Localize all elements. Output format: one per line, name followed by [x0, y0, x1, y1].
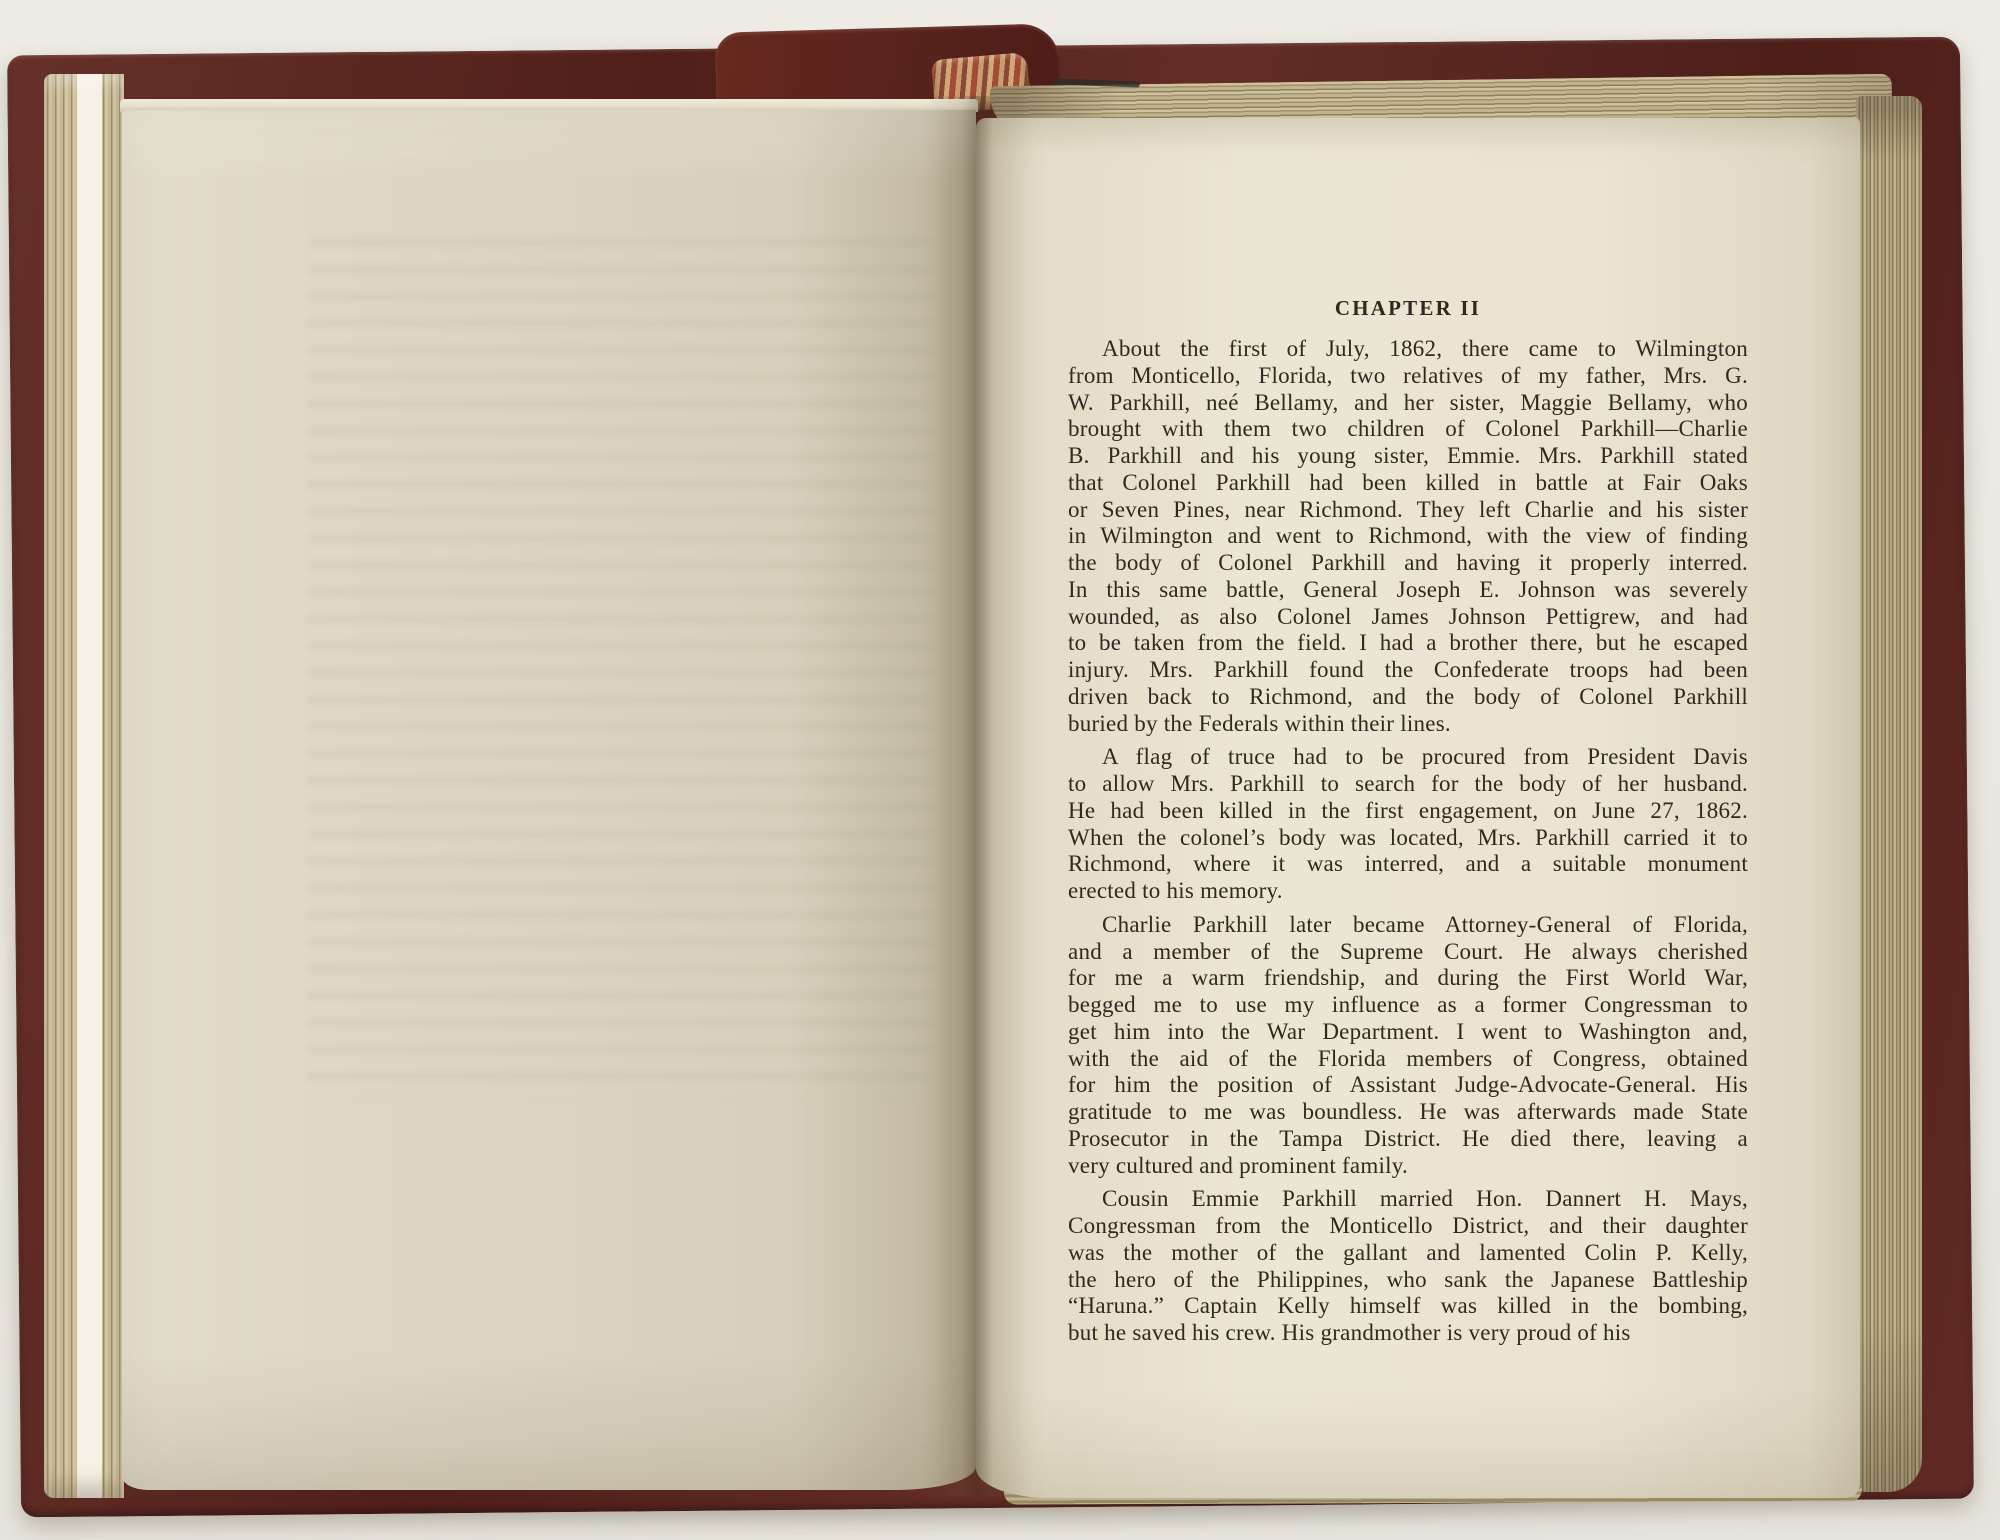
left-page-edges — [44, 74, 124, 1498]
text-line: “Haruna.” Captain Kelly himself was killed in the bombing, — [1068, 1293, 1748, 1319]
showthrough-text — [307, 238, 935, 1100]
text-line: B. Parkhill and his young sister, Emmie. Mrs. Parkhill stated — [1068, 443, 1748, 468]
text-line: Cousin Emmie Parkhill married Hon. Dannert H. Mays, — [1102, 1186, 1748, 1212]
chapter-heading: CHAPTER II — [1334, 296, 1482, 320]
text-line: in Wilmington and went to Richmond, with the view of finding — [1068, 523, 1748, 549]
text-line: the hero of the Philippines, who sank the Japanese Battleship — [1068, 1266, 1748, 1292]
text-line: begged me to use my influence as a former Congressman to — [1068, 992, 1748, 1017]
text-line: to be taken from the field. I had a brother there, but he escaped — [1068, 630, 1748, 656]
text-line: Charlie Parkhill later became Attorney-General of Florida, — [1102, 911, 1748, 937]
text-line: for him the position of Assistant Judge-Advocate-General. His — [1068, 1072, 1748, 1098]
text-line: wounded, as also Colonel James Johnson Pettigrew, and had — [1068, 603, 1748, 629]
text-line: erected to his memory. — [1068, 878, 1283, 903]
text-line: from Monticello, Florida, two relatives of my father, Mrs. G. — [1068, 362, 1748, 388]
text-line: A flag of truce had to be procured from President Davis — [1102, 744, 1748, 770]
right-page — [976, 118, 1860, 1498]
text-line: was the mother of the gallant and lamented Colin P. Kelly, — [1068, 1239, 1748, 1265]
text-block — [1068, 336, 1748, 1347]
text-line: Prosecutor in the Tampa District. He died there, leaving a — [1068, 1125, 1748, 1151]
text-line: In this same battle, General Joseph E. Johnson was severely — [1068, 576, 1748, 602]
text-line: and a member of the Supreme Court. He always cherished — [1068, 938, 1748, 964]
text-line: with the aid of the Florida members of Congress, obtained — [1068, 1045, 1748, 1071]
text-line: the body of Colonel Parkhill and having it properly interred. — [1068, 550, 1748, 575]
text-line: W. Parkhill, neé Bellamy, and her sister, Maggie Bellamy, who — [1068, 389, 1748, 415]
text-line: very cultured and prominent family. — [1068, 1152, 1409, 1178]
paragraph — [1068, 1186, 1748, 1347]
text-line: When the colonel’s body was located, Mrs. Parkhill carried it to — [1068, 824, 1748, 850]
text-line: driven back to Richmond, and the body of Colonel Parkhill — [1068, 683, 1748, 709]
text-line: that Colonel Parkhill had been killed in battle at Fair Oaks — [1068, 469, 1748, 495]
text-line: get him into the War Department. I went to Washington and, — [1068, 1018, 1748, 1044]
text-line: About the first of July, 1862, there came to Wilmington — [1102, 336, 1748, 361]
text-line: buried by the Federals within their lines. — [1068, 710, 1451, 736]
text-line: brought with them two children of Colonel Parkhill—Charlie — [1068, 416, 1748, 442]
text-line: for me a warm friendship, and during the First World War, — [1068, 965, 1748, 991]
left-page — [122, 110, 976, 1490]
text-line: Richmond, where it was interred, and a suitable monument — [1068, 851, 1748, 877]
paragraph — [1068, 744, 1748, 905]
text-line: gratitude to me was boundless. He was afterwards made State — [1068, 1099, 1748, 1124]
paragraph — [1068, 912, 1748, 1180]
right-page-edges — [1856, 96, 1922, 1492]
paragraph — [1068, 336, 1748, 737]
text-line: to allow Mrs. Parkhill to search for the body of her husband. — [1068, 771, 1748, 796]
text-line: but he saved his crew. His grandmother is very proud of his — [1068, 1320, 1631, 1345]
text-line: He had been killed in the first engagement, on June 27, 1862. — [1068, 797, 1748, 823]
text-line: Congressman from the Monticello District, and their daughter — [1068, 1213, 1748, 1238]
text-line: injury. Mrs. Parkhill found the Confederate troops had been — [1068, 657, 1748, 682]
text-line: or Seven Pines, near Richmond. They left Charlie and his sister — [1068, 496, 1748, 522]
